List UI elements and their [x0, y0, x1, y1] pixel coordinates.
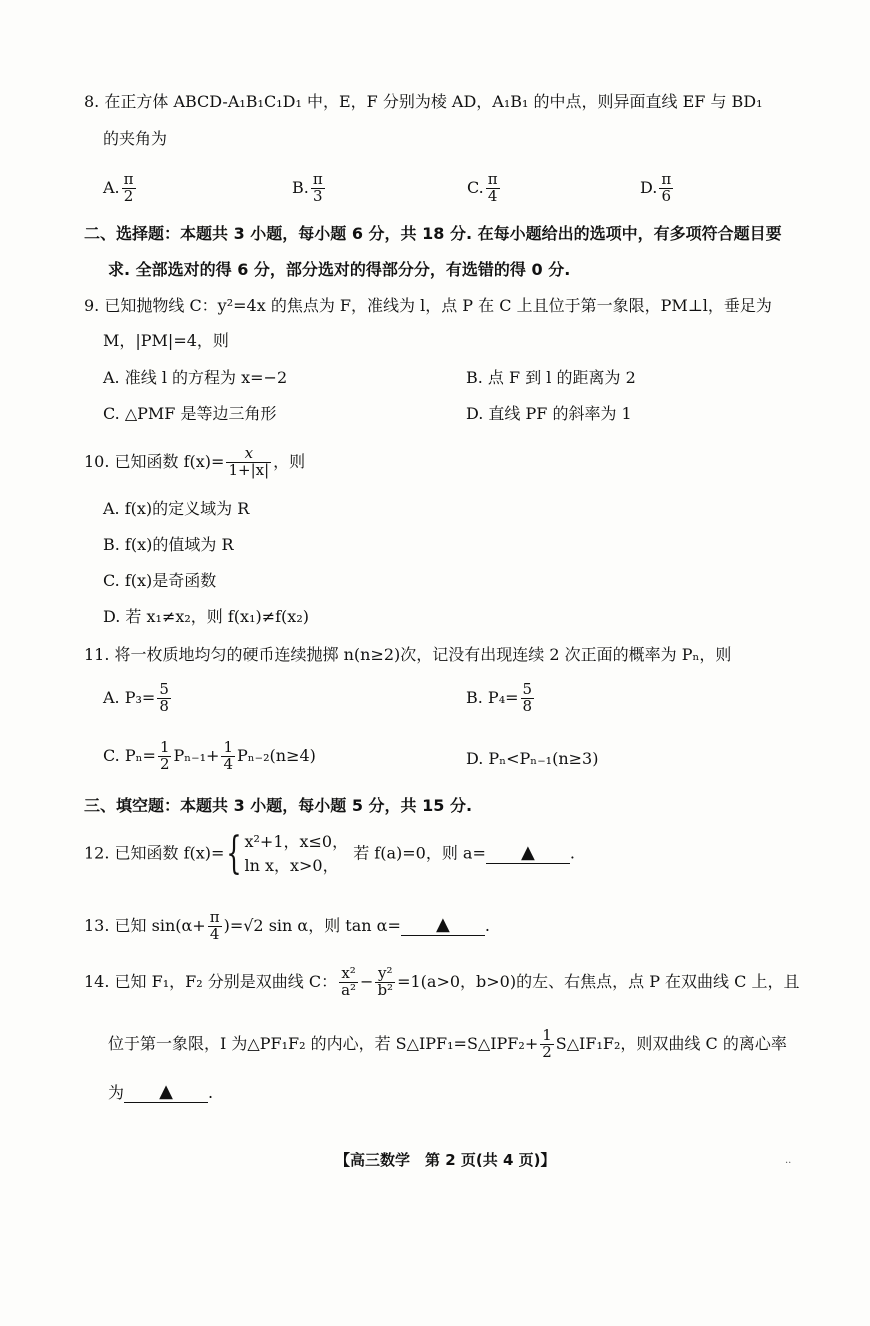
frac-num: y²: [375, 966, 395, 983]
option-label: C.: [467, 177, 484, 197]
q9-option-c: C. △PMF 是等边三角形: [103, 404, 277, 423]
q9-option-a: A. 准线 l 的方程为 x=−2: [103, 368, 288, 387]
frac-num: π: [312, 170, 323, 188]
q14-line2-suffix: S△IF₁F₂，则双曲线 C 的离心率: [555, 1033, 787, 1053]
q11-option-d: D. Pₙ<Pₙ₋₁(n≥3): [466, 749, 599, 768]
brace-symbol: {: [226, 828, 243, 879]
q12-stem: [84, 830, 575, 878]
corner-mark: ..: [785, 1155, 792, 1166]
triangle-marker-icon: ▲: [159, 1081, 173, 1102]
q14-suffix: =1(a>0，b>0)的左、右焦点，点 P 在双曲线 C 上，且: [397, 971, 800, 991]
frac-num: 1: [223, 738, 233, 756]
period: .: [208, 1083, 214, 1102]
q10-prefix: 10. 已知函数 f(x)=: [84, 451, 225, 471]
q11-stem: 11. 将一枚质地均匀的硬币连续抛掷 n(n≥2)次，记没有出现连续 2 次正面的概率为 Pₙ，则: [84, 645, 732, 664]
frac-den: 2: [159, 754, 170, 773]
triangle-marker-icon: ▲: [520, 841, 535, 863]
option-text: B. P₄=: [466, 687, 519, 707]
frac-den: 2: [123, 186, 134, 205]
frac-den: b²: [377, 980, 394, 999]
answer-blank[interactable]: [486, 841, 570, 864]
option-text: A. P₃=: [103, 687, 156, 707]
frac-num: x²: [339, 966, 358, 983]
frac-den: 2: [542, 1042, 552, 1061]
frac-num: π: [487, 170, 498, 188]
q12-prefix: 12. 已知函数 f(x)=: [84, 843, 225, 863]
frac-num: x: [226, 446, 271, 463]
q10-suffix: ，则: [273, 451, 306, 471]
q9-stem-line1: 9. 已知抛物线 C：y²=4x 的焦点为 F，准线为 l，点 P 在 C 上且位于第一象限，PM⊥l，垂足为: [84, 296, 772, 315]
frac-num: 1: [542, 1026, 552, 1044]
frac-num: 1: [159, 738, 170, 756]
q11-option-c: [103, 740, 316, 773]
minus-sign: −: [360, 971, 374, 991]
q14-prefix: 14. 已知 F₁，F₂ 分别是双曲线 C：: [84, 971, 338, 991]
answer-blank[interactable]: [401, 913, 485, 936]
option-label: D.: [640, 177, 658, 197]
option-label: B.: [292, 177, 309, 197]
option-text: Pₙ₋₂(n≥4): [236, 745, 316, 765]
frac-den: a²: [341, 980, 357, 999]
frac-den: 4: [487, 186, 498, 205]
frac-num: π: [123, 170, 134, 188]
period: .: [569, 843, 575, 863]
frac-den: 6: [661, 186, 672, 205]
q8-option-b: [292, 172, 327, 205]
frac-den: 3: [313, 186, 323, 205]
q14-stem-line2: [108, 1028, 787, 1061]
q10-option-c: C. f(x)是奇函数: [103, 571, 217, 590]
frac-den: 4: [209, 924, 220, 943]
triangle-marker-icon: ▲: [435, 913, 450, 935]
option-label: A.: [103, 177, 120, 197]
q9-option-b: B. 点 F 到 l 的距离为 2: [466, 368, 636, 387]
frac-num: π: [661, 170, 672, 188]
q13-stem: [84, 910, 490, 943]
piecewise-cases: [244, 830, 348, 878]
q9-stem-line2: M，|PM|=4，则: [103, 331, 229, 350]
q14-stem-line1: [84, 966, 799, 999]
frac-den: 8: [522, 696, 533, 715]
case-line: ln x，x>0，: [244, 856, 339, 875]
q11-option-a: [103, 682, 173, 715]
q8-option-d: [640, 172, 675, 205]
period: .: [484, 915, 490, 935]
option-text: C. Pₙ=: [103, 745, 156, 765]
q9-option-d: D. 直线 PF 的斜率为 1: [466, 404, 632, 423]
section2-heading-line2: 求. 全部选对的得 6 分，部分选对的得部分分，有选错的得 0 分.: [108, 260, 571, 279]
case-line: x²+1，x≤0，: [244, 832, 349, 851]
q10-option-b: B. f(x)的值域为 R: [103, 535, 234, 554]
frac-den: 4: [223, 754, 233, 773]
q13-prefix: 13. 已知 sin(α+: [84, 915, 206, 935]
q8-stem-line1: 8. 在正方体 ABCD-A₁B₁C₁D₁ 中，E，F 分别为棱 AD，A₁B₁ 的中点，则异面直线 EF 与 BD₁: [84, 92, 763, 111]
q13-suffix: )=√2 sin α，则 tan α=: [223, 915, 401, 935]
q14-line3-prefix: 为: [108, 1083, 125, 1102]
answer-blank[interactable]: [124, 1081, 208, 1103]
q8-option-a: [103, 172, 138, 205]
frac-den: 8: [159, 696, 169, 715]
q14-stem-line3: [108, 1081, 214, 1103]
section3-heading: 三、填空题：本题共 3 小题，每小题 5 分，共 15 分.: [84, 796, 473, 815]
frac-num: π: [209, 908, 220, 926]
q8-stem-line2: 的夹角为: [103, 129, 168, 148]
section2-heading-line1: 二、选择题：本题共 3 小题，每小题 6 分，共 18 分. 在每小题给出的选项中，有多项符合题目要: [84, 224, 782, 243]
q10-option-a: A. f(x)的定义域为 R: [103, 499, 250, 518]
page-footer: 【高三数学 第 2 页(共 4 页)】: [335, 1151, 556, 1169]
frac-num: 5: [159, 680, 169, 698]
q14-line2-prefix: 位于第一象限，I 为△PF₁F₂ 的内心，若 S△IPF₁=S△IPF₂+: [108, 1033, 539, 1053]
q8-option-c: [467, 172, 502, 205]
q10-option-d: D. 若 x₁≠x₂，则 f(x₁)≠f(x₂): [103, 607, 309, 626]
frac-den: 1+|x|: [228, 460, 270, 479]
q12-suffix: 若 f(a)=0，则 a=: [353, 843, 486, 863]
q10-stem: [84, 446, 305, 479]
frac-num: 5: [522, 680, 533, 698]
option-text: Pₙ₋₁+: [173, 745, 220, 765]
q11-option-b: [466, 682, 536, 715]
